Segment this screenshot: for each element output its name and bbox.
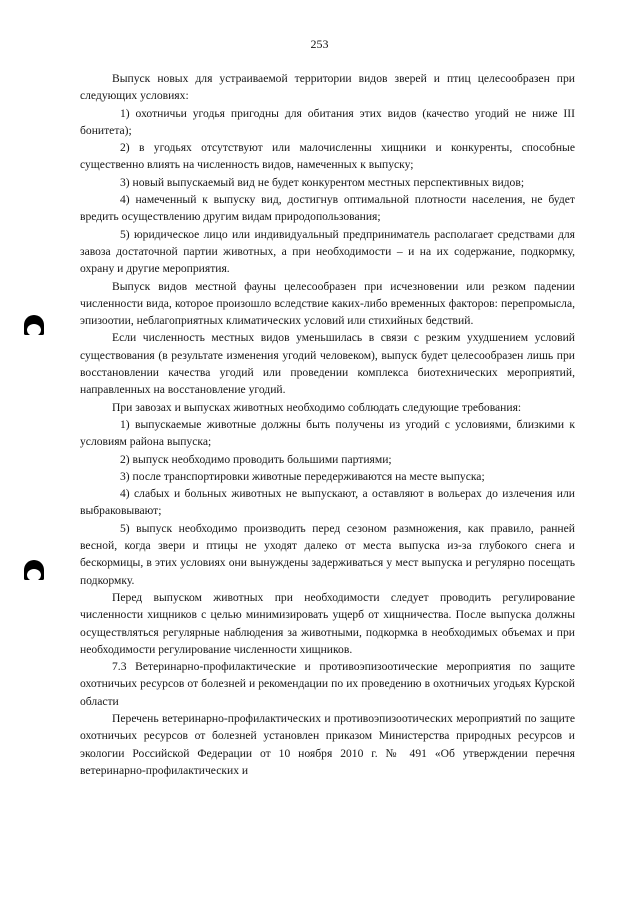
list-item-condition-4: 4) намеченный к выпуску вид, достигнув оптимальной плотности населения, не будет вредить осуществлению другим видам природопользования; <box>80 193 575 224</box>
paragraph-release-conditions-intro: Выпуск новых для устраиваемой территории видов зверей и птиц целесообразен при следующих условиях: <box>80 72 575 103</box>
list-item-condition-1: 1) охотничьи угодья пригодны для обитания этих видов (качество угодий не ниже III бонитета); <box>80 106 575 137</box>
list-item-requirement-1: 1) выпускаемые животные должны быть получены из угодий с условиями, близкими к условиям района выпуска; <box>80 417 575 449</box>
list-item-condition-3: 3) новый выпускаемый вид не будет конкурентом местных перспективных видов; <box>120 175 525 189</box>
list-item-requirement-5: 5) выпуск необходимо производить перед сезоном размножения, как правило, ранней весной, когда звери и птицы не уходят далеко от места выпуска из-за глубокого снега и бескормицы, в этих условиях они вынуждены задерживаться у мест выпуска и регулярно посещать подкормку. <box>80 521 575 587</box>
punch-hole-top <box>24 315 44 335</box>
paragraph-requirements-intro: При завозах и выпусках животных необходимо соблюдать следующие требования: <box>112 400 522 414</box>
list-item-condition-5: 5) юридическое лицо или индивидуальный предприниматель располагает средствами для завоза достаточной партии животных, а при необходимости – и на их содержание, подкормку, охрану и другие мероприятия. <box>80 227 575 276</box>
list-item-requirement-4: 4) слабых и больных животных не выпускают, а оставляют в вольерах до излечения или выбраковывают; <box>80 487 575 518</box>
section-heading-7-3: 7.3 Ветеринарно-профилактические и противоэпизоотические мероприятия по защите охотничьих ресурсов от болезней и рекомендации по их проведению в охотничьих угодьях Курской области <box>80 660 575 708</box>
document-body <box>80 70 575 779</box>
list-item-requirement-2: 2) выпуск необходимо проводить большими партиями; <box>120 452 392 466</box>
paragraph-habitat-decline: Если численность местных видов уменьшилась в связи с резким ухудшением условий существования (в результате изменения угодий человеком), выпуск будет целесообразен лишь при восстановлении качества угодий или проведении комплекса биотехнических мероприятий, направленных на восстановление угодий. <box>80 331 575 397</box>
paragraph-measures-list: Перечень ветеринарно-профилактических и противоэпизоотических мероприятий по защите охотничьих ресурсов от болезней установлен приказом Министерства природных ресурсов и экологии Российской Федерации от 10 ноября 2010 г. № 491 «Об утверждении перечня ветеринарно-профилактических и <box>80 711 575 777</box>
list-item-requirement-3: 3) после транспортировки животные передерживаются на месте выпуска; <box>120 469 485 483</box>
list-item-condition-2: 2) в угодьях отсутствуют или малочисленны хищники и конкуренты, способные существенно влиять на численность видов, намеченных к выпуску; <box>80 141 575 172</box>
paragraph-local-fauna: Выпуск видов местной фауны целесообразен при исчезновении или резком падении численности вида, которое произошло вследствие каких-либо временных факторов: перепромысла, эпизоотии, неблагоприятных климатических условий или стихийных бедствий. <box>80 279 575 328</box>
page-number: 253 <box>310 37 329 51</box>
paragraph-predator-control: Перед выпуском животных при необходимости следует проводить регулирование численности хищников с целью минимизировать ущерб от хищничества. После выпуска должны осуществляться регулярные наблюдения за животными, подкормка в необходимых объемах и при необходимости регулирование численности хищников. <box>80 590 575 656</box>
punch-hole-bottom <box>24 560 44 580</box>
